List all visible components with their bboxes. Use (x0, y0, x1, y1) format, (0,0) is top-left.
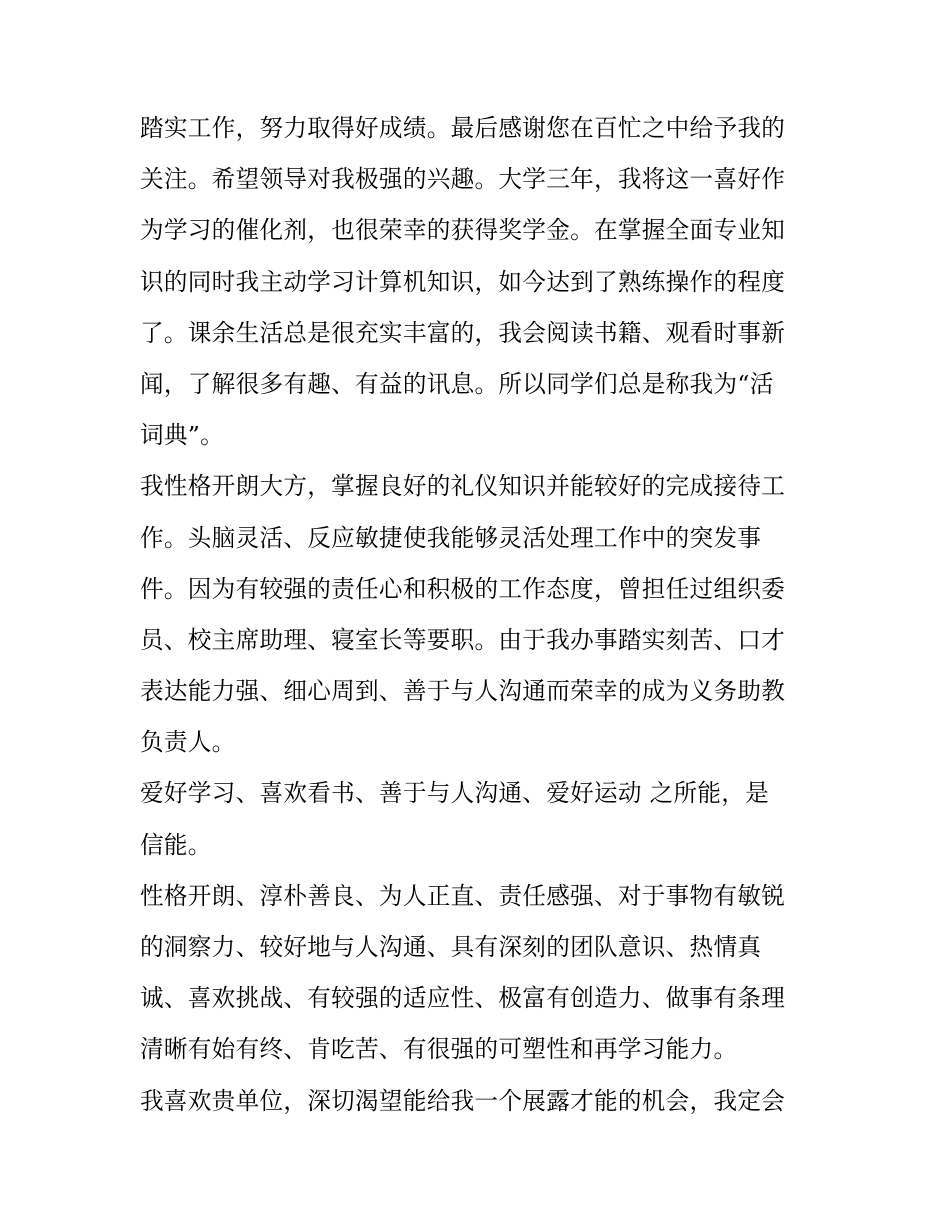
text-line: 为学习的催化剂，也很荣幸的获得奖学金。在掌握全面专业知 (140, 216, 786, 245)
text-line: 我性格开朗大方，掌握良好的礼仪知识并能较好的完成接待工 (140, 472, 786, 501)
text-line: 信能。 (140, 830, 212, 859)
text-line: 闻，了解很多有趣、有益的讯息。所以同学们总是称我为“活 (140, 369, 774, 398)
text-line: 员、校主席助理、寝室长等要职。由于我办事踏实刻苦、口才 (140, 625, 786, 654)
text-line: 关注。希望领导对我极强的兴趣。大学三年，我将这一喜好作 (140, 165, 786, 194)
document-body (140, 103, 820, 1127)
text-line: 了。课余生活总是很充实丰富的，我会阅读书籍、观看时事新 (140, 318, 786, 347)
text-line: 清晰有始有终、肯吃苦、有很强的可塑性和再学习能力。 (140, 1035, 738, 1064)
text-line: 爱好学习、喜欢看书、善于与人沟通、爱好运动 之所能，是 (140, 779, 770, 808)
text-line: 词典”。 (140, 421, 225, 450)
text-line: 作。头脑灵活、反应敏捷使我能够灵活处理工作中的突发事 (140, 523, 762, 552)
text-line: 的洞察力、较好地与人沟通、具有深刻的团队意识、热情真 (140, 933, 762, 961)
text-line: 负责人。 (140, 728, 236, 757)
text-line: 识的同时我主动学习计算机知识，如今达到了熟练操作的程度 (140, 267, 786, 296)
text-line: 表达能力强、细心周到、善于与人沟通而荣幸的成为义务助教 (140, 677, 786, 706)
text-line: 性格开朗、淳朴善良、为人正直、责任感强、对于事物有敏锐 (140, 881, 786, 910)
text-line: 我喜欢贵单位，深切渴望能给我一个展露才能的机会，我定会 (140, 1086, 786, 1115)
text-line: 诚、喜欢挑战、有较强的适应性、极富有创造力、做事有条理 (140, 984, 786, 1013)
text-line: 件。因为有较强的责任心和积极的工作态度，曾担任过组织委 (140, 574, 786, 603)
text-line: 踏实工作，努力取得好成绩。最后感谢您在百忙之中给予我的 (140, 114, 786, 142)
